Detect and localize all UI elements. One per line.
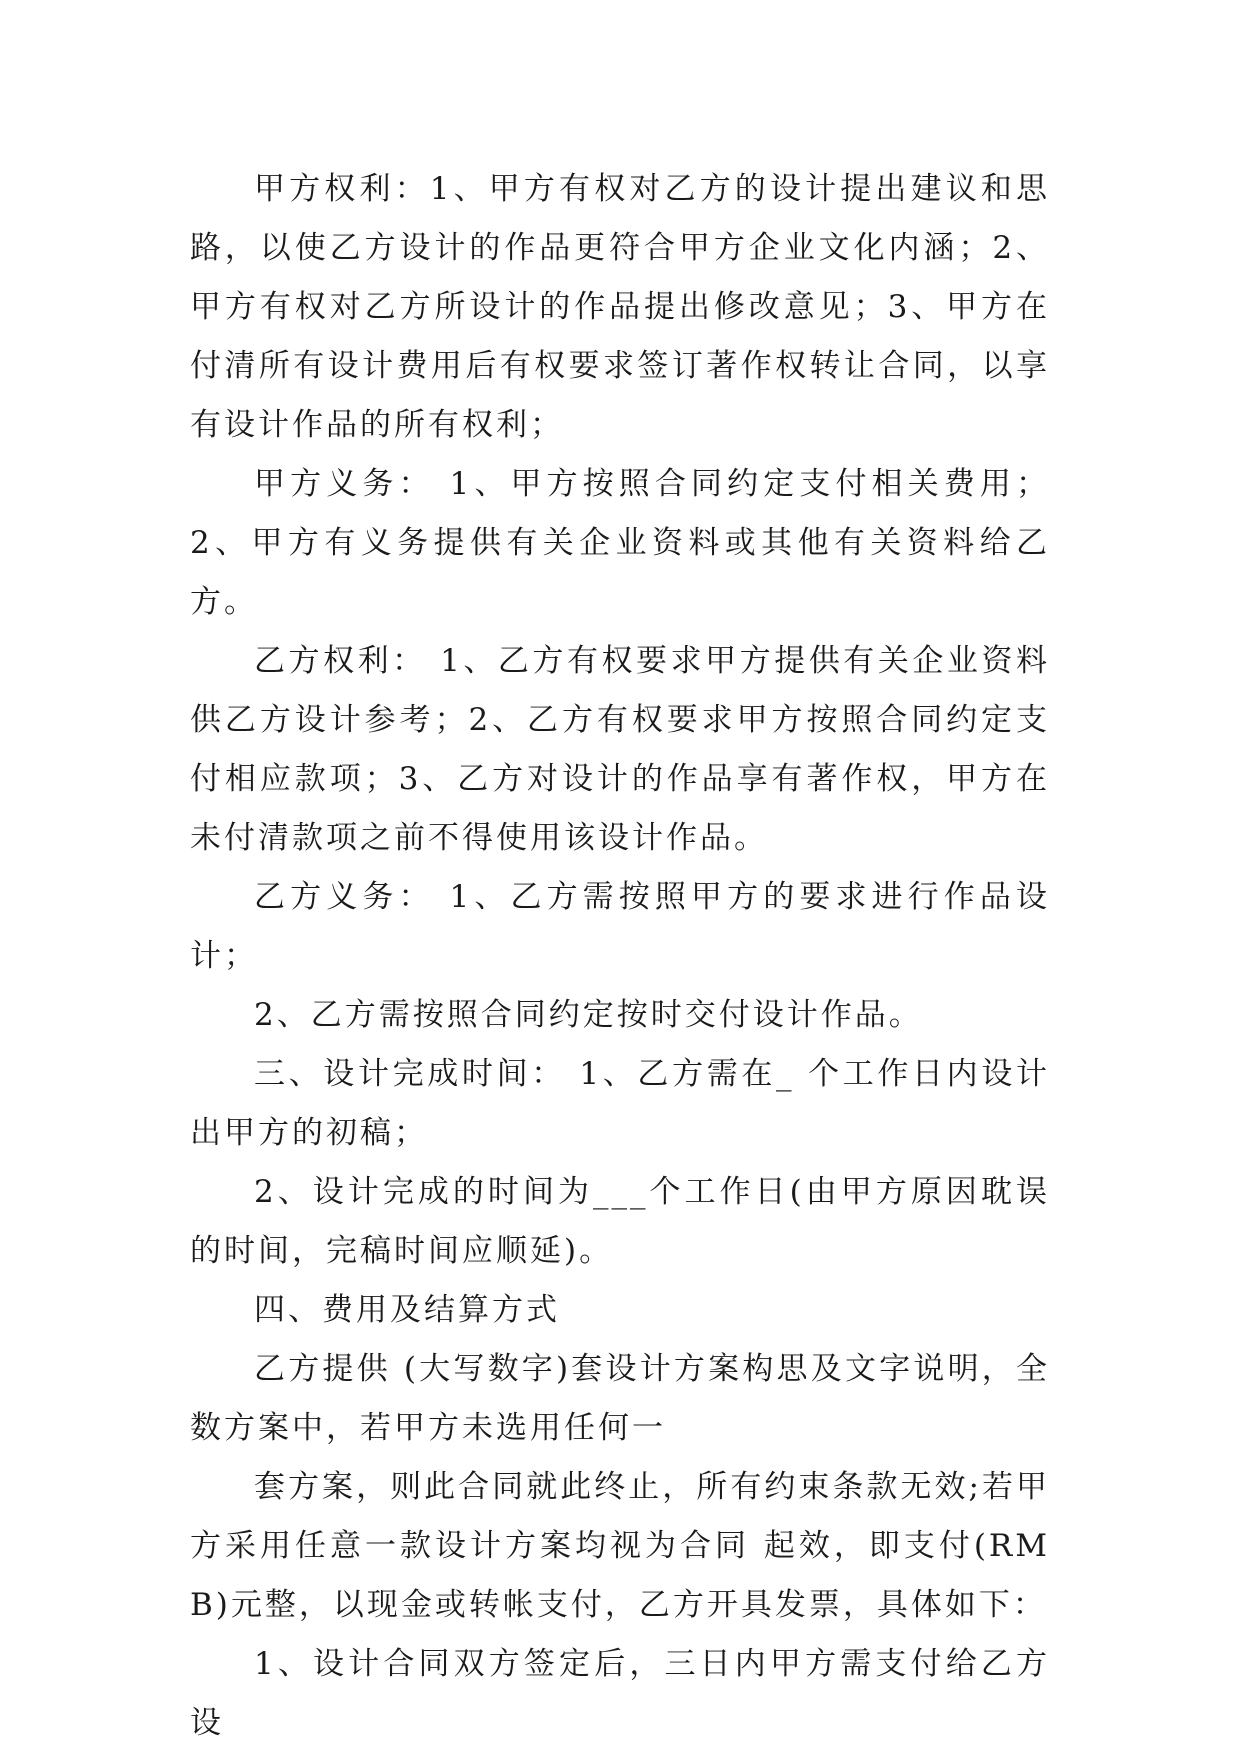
section-heading-fees: 四、费用及结算方式 — [254, 1292, 560, 1328]
paragraph-completion-time-2: 2、设计完成的时间为___个工作日(由甲方原因耽误的时间，完稿时间应顺延)。 — [190, 1174, 1050, 1269]
paragraph-party-a-rights: 甲方权利：1、甲方有权对乙方的设计提出建议和思路，以使乙方设计的作品更符合甲方企业文化内涵；2、甲方有权对乙方所设计的作品提出修改意见；3、甲方在付清所有设计费用后有权要求签订著作权转让合同，以享有设计作品的所有权利； — [190, 171, 1050, 443]
paragraph-party-b-rights: 乙方权利： 1、乙方有权要求甲方提供有关企业资料供乙方设计参考；2、乙方有权要求甲方按照合同约定支付相应款项；3、乙方对设计的作品享有著作权，甲方在未付清款项之前不得使用该设计作品。 — [190, 643, 1050, 856]
paragraph-party-b-obligations: 乙方义务： 1、乙方需按照甲方的要求进行作品设计； — [190, 879, 1050, 974]
document-body — [190, 160, 1050, 1753]
paragraph-party-a-obligations: 甲方义务： 1、甲方按照合同约定支付相关费用；2、甲方有义务提供有关企业资料或其他有关资料给乙方。 — [190, 466, 1050, 620]
paragraph-fees-terms: 套方案，则此合同就此终止，所有约束条款无效;若甲方采用任意一款设计方案均视为合同 起效，即支付(RMB)元整，以现金或转帐支付，乙方开具发票，具体如下： — [190, 1469, 1050, 1623]
paragraph-fees-item-1: 1、设计合同双方签定后，三日内甲方需支付给乙方设 — [190, 1646, 1050, 1741]
paragraph-party-b-obligations-2: 2、乙方需按照合同约定按时交付设计作品。 — [254, 997, 923, 1033]
paragraph-fees-proposals: 乙方提供 (大写数字)套设计方案构思及文字说明，全数方案中，若甲方未选用任何一 — [190, 1351, 1050, 1446]
paragraph-completion-time: 三、设计完成时间： 1、乙方需在_ 个工作日内设计出甲方的初稿； — [190, 1056, 1050, 1151]
